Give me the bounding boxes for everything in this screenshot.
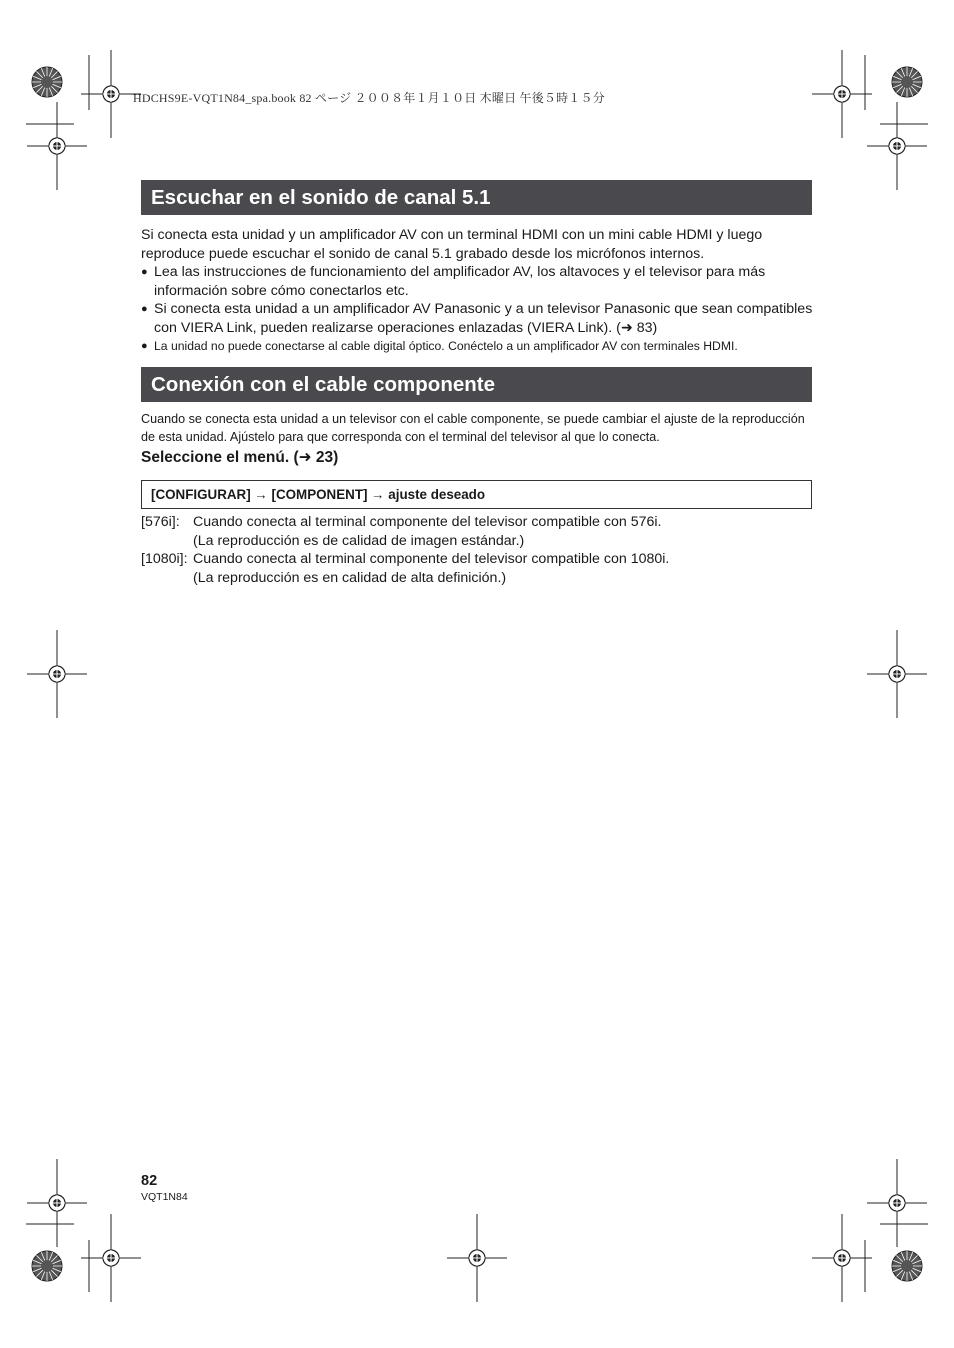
menu-instruction-heading: Seleccione el menú. (➜ 23)	[141, 449, 339, 466]
menu-path-box: [CONFIGURAR] → [COMPONENT] → ajuste deseado	[141, 480, 812, 509]
option-line-2: (La reproducción es de calidad de imagen estándar.)	[193, 532, 525, 549]
section-title-surround-sound: Escuchar en el sonido de canal 5.1	[141, 180, 812, 215]
option-key: [576i]:	[141, 514, 180, 530]
option-line-1: Cuando conecta al terminal componente del televisor compatible con 576i.	[193, 514, 662, 530]
bullet-text: La unidad no puede conectarse al cable digital óptico. Conéctelo a un amplificador AV con terminales HDMI.	[154, 339, 738, 353]
bullet-icon: ●	[141, 340, 148, 352]
section2-intro: Cuando se conecta esta unidad a un televisor con el cable componente, se puede cambiar el ajuste de la reproducción de esta unidad. Ajústelo para que corresponda con el terminal del televisor al que lo conecta.	[141, 412, 805, 444]
bullet-icon: ●	[141, 303, 148, 315]
print-file-header: HDCHS9E-VQT1N84_spa.book 82 ページ ２００８年１月１０日 木曜日 午後５時１５分	[133, 91, 605, 105]
section1-bullet-3	[141, 337, 821, 355]
option-line-2: (La reproducción es en calidad de alta definición.)	[193, 569, 507, 586]
bullet-text: Si conecta esta unidad a un amplificador AV Panasonic y a un televisor Panasonic que sean compatibles con VIERA Link, pueden realizarse operaciones enlazadas (VIERA Link). (➜ 83)	[154, 301, 813, 336]
section1-intro: Si conecta esta unidad y un amplificador AV con un terminal HDMI con un mini cable HDMI y luego reproduce puede escuchar el sonido de canal 5.1 grabado desde los micrófonos internos.	[141, 227, 763, 262]
bullet-text: Lea las instrucciones de funcionamiento del amplificador AV, los altavoces y el televisor para más información sobre cómo conectarlos etc.	[154, 264, 766, 299]
section1-bullet-2	[141, 300, 821, 337]
option-description	[193, 550, 813, 587]
option-description	[193, 513, 813, 550]
option-line-1: Cuando conecta al terminal componente del televisor compatible con 1080i.	[193, 551, 670, 567]
option-key: [1080i]:	[141, 551, 188, 567]
section1-bullet-1	[141, 263, 821, 300]
section-title-component-cable: Conexión con el cable componente	[141, 367, 812, 402]
document-code: VQT1N84	[141, 1191, 188, 1203]
page-number: 82	[141, 1173, 158, 1189]
bullet-icon: ●	[141, 266, 148, 278]
